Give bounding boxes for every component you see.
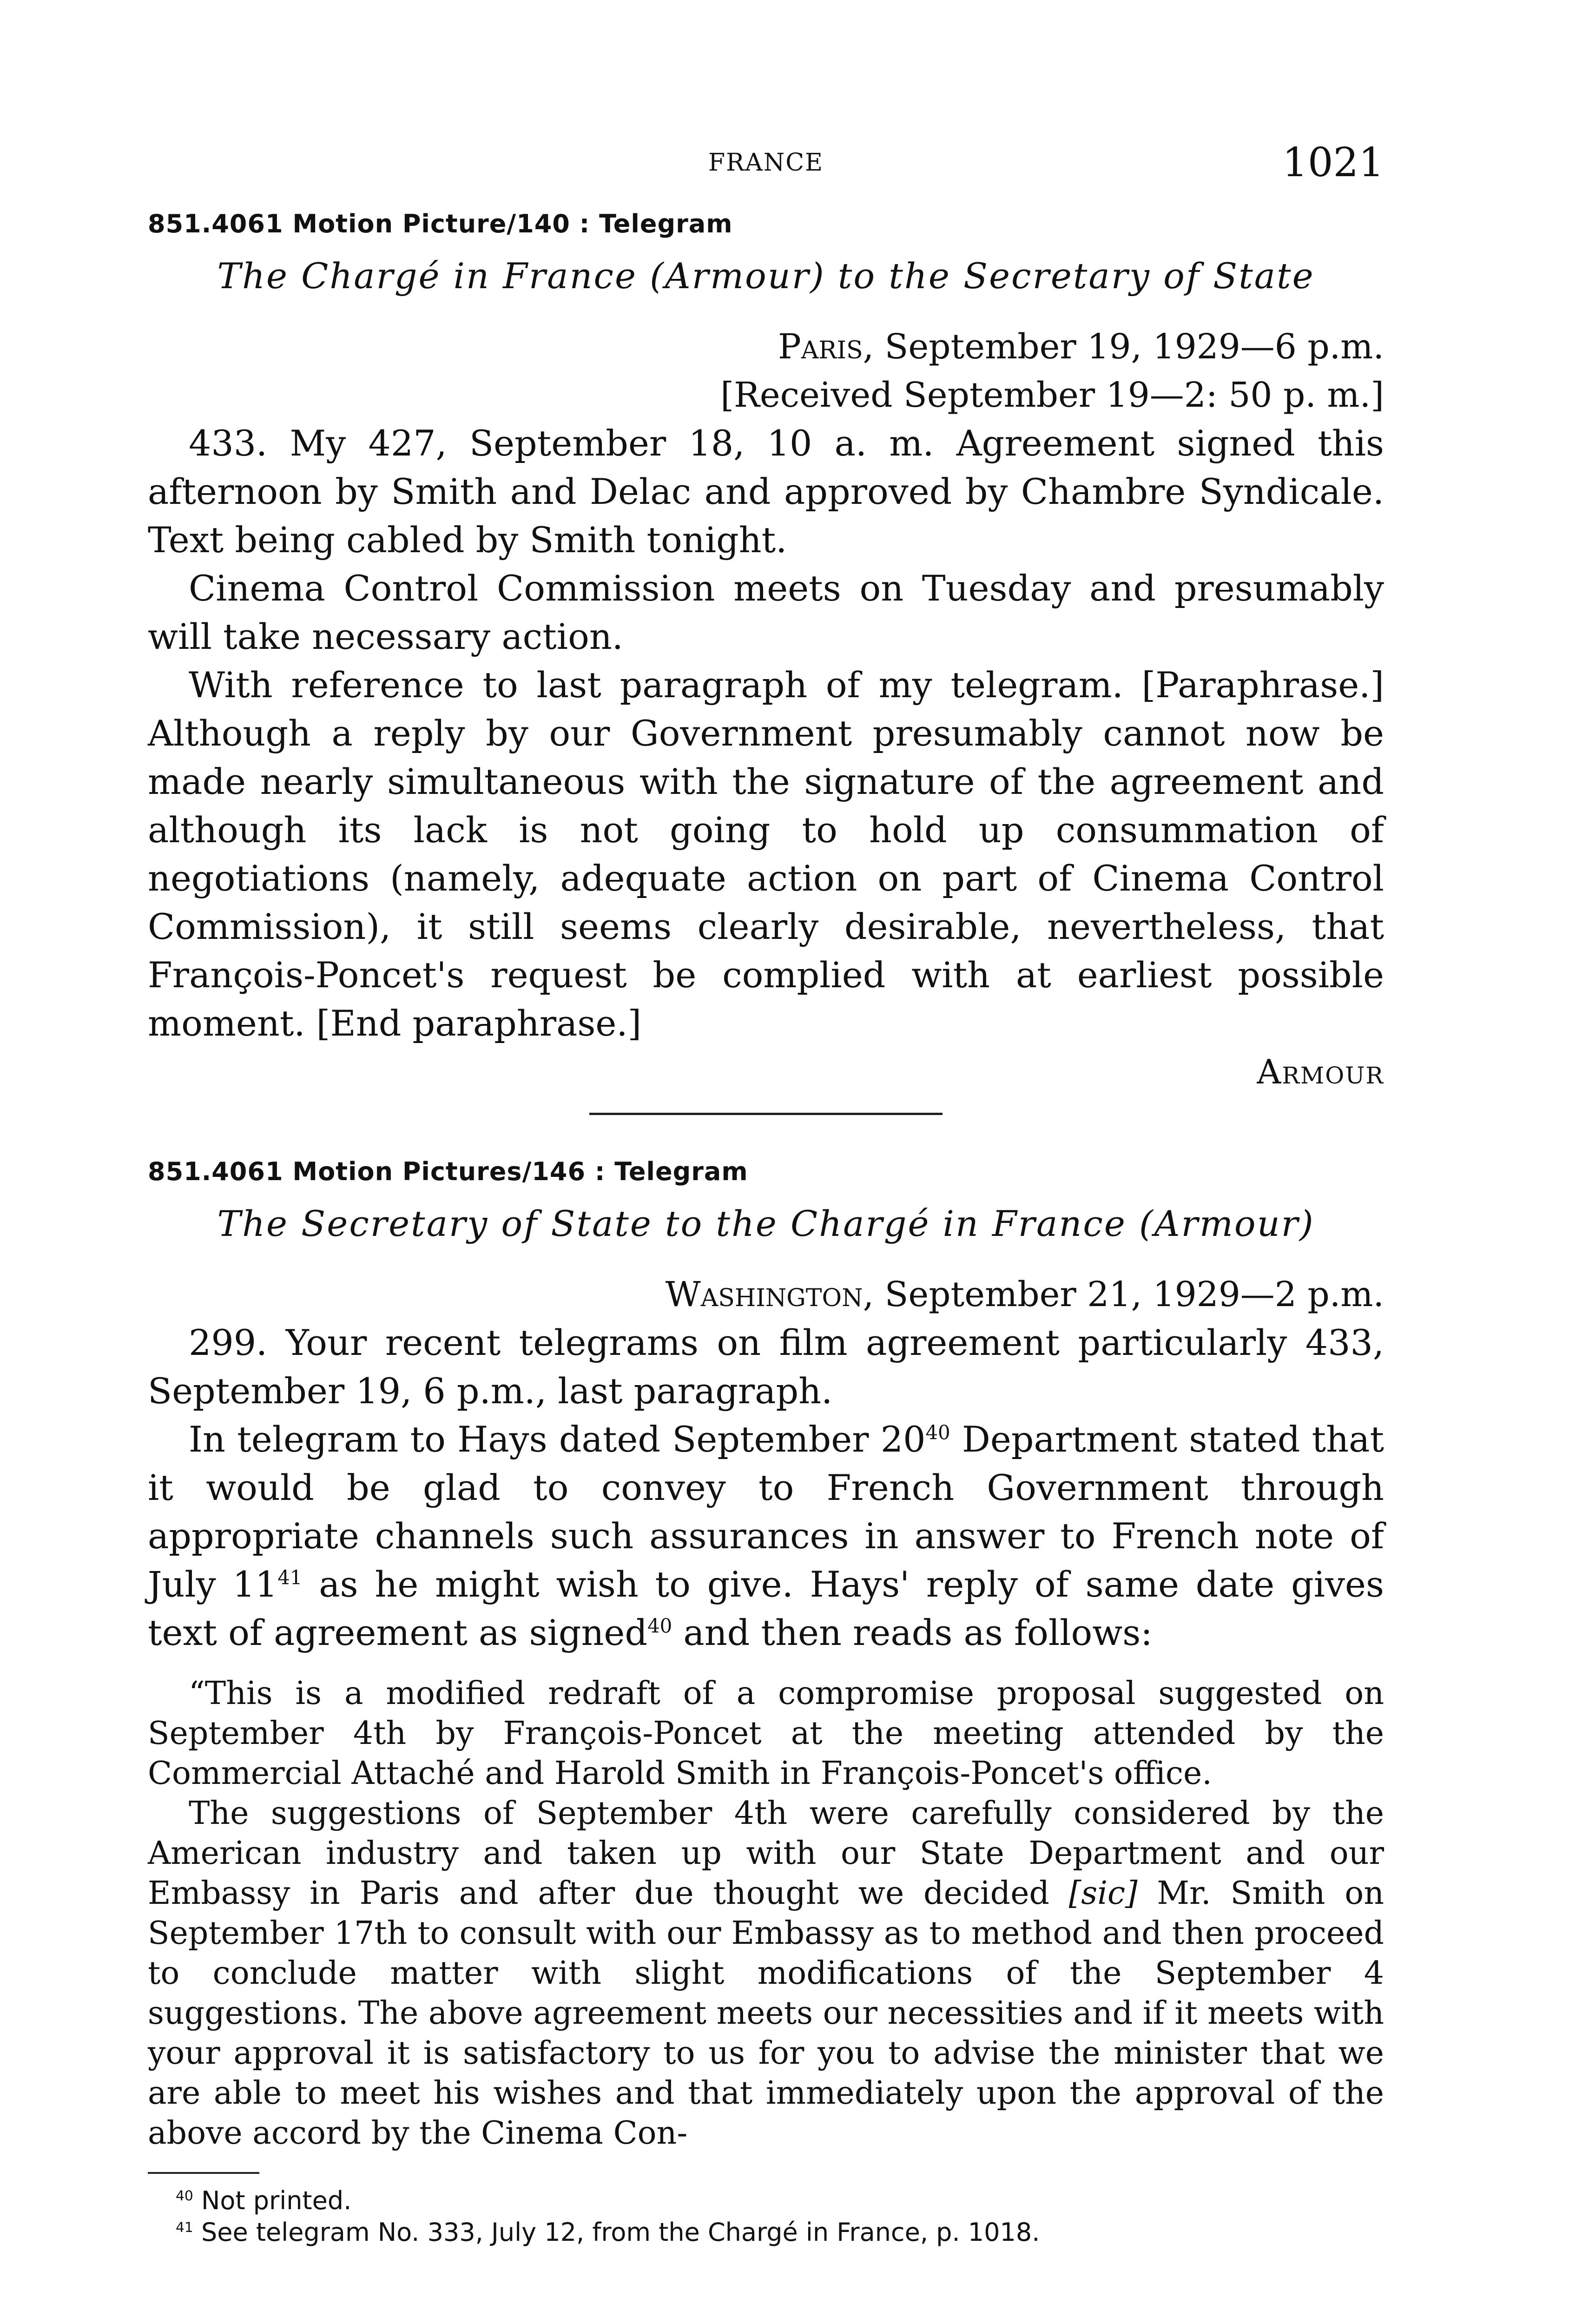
doc1-dateline-place: Paris, (778, 327, 874, 367)
footnote-ref-40[interactable]: 40 (925, 1421, 950, 1444)
doc2-paragraph-2-part-d: and then reads as follows: (672, 1612, 1153, 1653)
doc2-paragraph-2 (148, 1415, 1384, 1657)
doc2-file-number: 851.4061 Motion Pictures/146 : Telegram (148, 1157, 748, 1186)
footnote-ref-41[interactable]: 41 (277, 1566, 303, 1589)
section-divider (589, 1113, 943, 1115)
doc2-paragraph-2-part-c: as he might wish to give. Hays' reply of same date gives text of agreement as signed (148, 1564, 1384, 1653)
doc1-dateline-date: September 19, 1929—6 p.m. (874, 327, 1384, 367)
doc1-paragraph-1: 433. My 427, September 18, 10 a. m. Agreement signed this afternoon by Smith and Delac and approved by Chambre Syndicale. Text being cabled by Smith tonight. (148, 423, 1384, 561)
doc1-dateline (148, 323, 1384, 419)
doc1-paragraph-3: With reference to last paragraph of my telegram. [Paraphrase.] Although a reply by our Government presumably cannot now be made nearly simultaneous with the signature of the agreement and although its lack is not going to hold up consummation of negotiations (namely, adequate action on part of Cinema Control Commission), it still seems clearly desirable, nevertheless, that François-Poncet's request be complied with at earliest possible moment. [End paraphrase.] (148, 664, 1384, 1044)
footnote-40-mark: 40 (176, 2188, 193, 2204)
doc1-file-number: 851.4061 Motion Picture/140 : Telegram (148, 209, 733, 238)
footnote-40-text: Not printed. (193, 2186, 352, 2215)
doc2-paragraph-2-part-a: In telegram to Hays dated September 20 (189, 1419, 926, 1460)
doc2-quote-2 (148, 1794, 1384, 2153)
footnote-41-mark: 41 (176, 2219, 193, 2236)
doc2-quote-1: “This is a modified redraft of a compromise proposal suggested on September 4th by François-Poncet at the meeting attended by the Commercial Attaché and Harold Smith in François-Poncet's office. (148, 1675, 1384, 1792)
doc2-dateline-place: Washington, (665, 1274, 874, 1314)
footnote-41 (148, 2217, 1384, 2248)
doc2-dateline (148, 1270, 1384, 1319)
doc2-paragraph-1: 299. Your recent telegrams on film agreement particularly 433, September 19, 6 p.m., last paragraph. (148, 1322, 1384, 1412)
doc2-quote-2-part-b: Mr. Smith on September 17th to consult with our Embassy as to method and then proceed to conclude matter with slight modifications of the September 4 suggestions. The above agreement meets our necessities and if it meets with your approval it is satisfactory to us for you to advise the minister that we are able to meet his wishes and that immediately upon the approval of the above accord by the Cinema Con- (148, 1875, 1384, 2152)
doc2-quote-2-sic: [sic] (1068, 1875, 1138, 1912)
footnote-divider (148, 2172, 259, 2174)
doc2-heading: The Secretary of State to the Chargé in France (Armour) (217, 1203, 1315, 1244)
footnote-ref-40-second[interactable]: 40 (647, 1614, 672, 1637)
doc2-quote-2-part-a: The suggestions of September 4th were carefully considered by the American industry and taken up with our State Department and our Embassy in Paris and after due thought we decided (148, 1795, 1384, 1912)
footnote-41-text: See telegram No. 333, July 12, from the Chargé in France, p. 1018. (193, 2218, 1040, 2247)
running-head-title: FRANCE (708, 149, 824, 177)
doc1-received: [Received September 19—2: 50 p. m.] (720, 375, 1384, 415)
footnote-40 (148, 2185, 1384, 2217)
page-number: 1021 (1282, 139, 1384, 186)
doc1-heading: The Chargé in France (Armour) to the Secretary of State (217, 255, 1315, 297)
running-head (148, 139, 1384, 191)
doc1-paragraph-2: Cinema Control Commission meets on Tuesday and presumably will take necessary action. (148, 568, 1384, 657)
document-page (148, 139, 1384, 2248)
doc1-signature: Armour (1257, 1052, 1384, 1091)
doc2-dateline-date: September 21, 1929—2 p.m. (874, 1274, 1384, 1314)
doc2-paragraph-2-part-b: Department stated that it would be glad to convey to French Government through appropriate channels such assurances in answer to French note of July 11 (148, 1419, 1384, 1605)
